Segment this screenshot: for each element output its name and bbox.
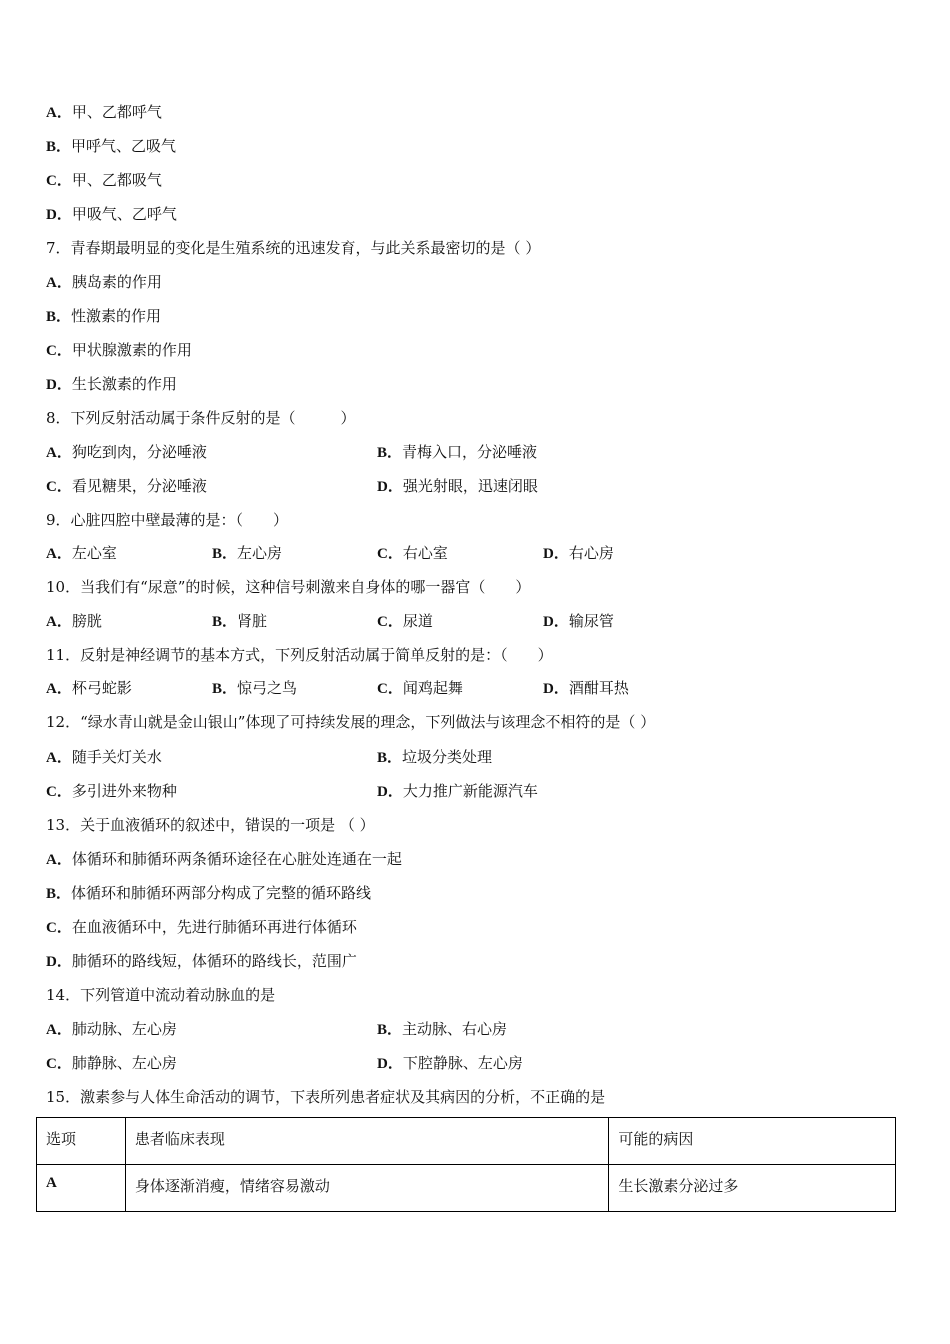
option-text: 垃圾分类处理 (402, 748, 493, 766)
option-label: C． (46, 343, 72, 359)
q12-option-d (377, 781, 538, 802)
option-label: C． (46, 784, 72, 800)
q10-option-c (377, 611, 433, 632)
q11-option-c (377, 678, 463, 699)
table-cell: A (37, 1165, 126, 1212)
q9-option-b (212, 543, 282, 564)
option-label: C． (46, 479, 72, 495)
option-text: 在血液循环中，先进行肺循环再进行体循环 (71, 918, 357, 936)
option-label: C． (46, 173, 72, 189)
option-label: C． (377, 681, 403, 697)
option-text: 多引进外来物种 (71, 782, 177, 800)
option-label: B． (212, 546, 238, 562)
option-text: 生长激素的作用 (71, 375, 177, 393)
q13-stem: 13．关于血液循环的叙述中，错误的一项是 （ ） (46, 816, 375, 834)
option-text: 甲、乙都呼气 (71, 103, 162, 121)
q7-option-a (46, 272, 162, 293)
option-label: D． (377, 1056, 403, 1072)
q6-option-a (46, 102, 162, 123)
option-text: 酒酣耳热 (568, 679, 629, 697)
option-label: B． (212, 614, 238, 630)
option-text: 左心房 (237, 544, 283, 562)
option-text: 尿道 (402, 612, 433, 630)
q13-option-a (46, 849, 402, 870)
option-label: D． (377, 479, 403, 495)
q11-option-b (212, 678, 297, 699)
option-label: C． (377, 546, 403, 562)
option-label: A． (46, 852, 72, 868)
option-label: A． (46, 445, 72, 461)
q11-stem: 11．反射是神经调节的基本方式，下列反射活动属于简单反射的是：（ ） (46, 646, 553, 664)
option-text: 甲状腺激素的作用 (71, 341, 192, 359)
table-cell: 生长激素分泌过多 (609, 1165, 896, 1212)
q7-stem: 7．青春期最明显的变化是生殖系统的迅速发育，与此关系最密切的是（ ） (46, 239, 541, 257)
q9-option-c (377, 543, 448, 564)
option-label: D． (46, 377, 72, 393)
option-text: 体循环和肺循环两条循环途径在心脏处连通在一起 (71, 850, 402, 868)
option-text: 体循环和肺循环两部分构成了完整的循环路线 (71, 884, 372, 902)
q8-option-d (377, 476, 538, 497)
option-text: 随手关灯关水 (71, 748, 162, 766)
option-text: 惊弓之鸟 (237, 679, 298, 697)
option-text: 青梅入口，分泌唾液 (402, 443, 538, 461)
q10-option-d (543, 611, 614, 632)
option-label: B． (377, 445, 403, 461)
option-label: B． (377, 750, 403, 766)
option-label: B． (46, 309, 72, 325)
option-text: 右心房 (568, 544, 614, 562)
q7-option-b (46, 306, 161, 327)
option-text: 下腔静脉、左心房 (402, 1054, 523, 1072)
q11-option-a (46, 678, 132, 699)
option-label: A． (46, 681, 72, 697)
q13-option-b (46, 883, 371, 904)
option-text: 肺循环的路线短，体循环的路线长，范围广 (71, 952, 357, 970)
q7-option-d (46, 374, 177, 395)
option-text: 狗吃到肉，分泌唾液 (71, 443, 207, 461)
option-label: C． (46, 920, 72, 936)
q6-option-d (46, 204, 177, 225)
q10-option-a (46, 611, 102, 632)
option-text: 胰岛素的作用 (71, 273, 162, 291)
option-label: A． (46, 105, 72, 121)
option-text: 左心室 (71, 544, 117, 562)
option-text: 膀胱 (71, 612, 102, 630)
table-cell: 身体逐渐消瘦，情绪容易激动 (125, 1165, 608, 1212)
q7-option-c (46, 340, 192, 361)
option-text: 性激素的作用 (71, 307, 162, 325)
option-text: 甲呼气、乙吸气 (71, 137, 177, 155)
option-text: 甲、乙都吸气 (71, 171, 162, 189)
option-label: C． (46, 1056, 72, 1072)
q13-option-d (46, 951, 357, 972)
q15-stem: 15．激素参与人体生命活动的调节，下表所列患者症状及其病因的分析，不正确的是 (46, 1088, 606, 1106)
q13-option-c (46, 917, 357, 938)
table-header-cell: 选项 (37, 1118, 126, 1165)
option-label: A． (46, 275, 72, 291)
table-header-row (37, 1118, 896, 1165)
option-text: 闻鸡起舞 (402, 679, 463, 697)
option-label: B． (46, 886, 72, 902)
q6-option-b (46, 136, 176, 157)
option-label: C． (377, 614, 403, 630)
q8-option-a (46, 442, 207, 463)
option-label: D． (543, 614, 569, 630)
option-label: A． (46, 546, 72, 562)
option-text: 肺静脉、左心房 (71, 1054, 177, 1072)
q14-option-c (46, 1053, 177, 1074)
q12-option-c (46, 781, 177, 802)
q10-stem: 10．当我们有“尿意”的时候，这种信号刺激来自身体的哪一器官（ ） (46, 578, 531, 596)
q14-option-d (377, 1053, 523, 1074)
q6-option-c (46, 170, 162, 191)
option-label: D． (543, 681, 569, 697)
option-label: D． (377, 784, 403, 800)
option-label: B． (212, 681, 238, 697)
option-text: 右心室 (402, 544, 448, 562)
option-text: 肾脏 (237, 612, 268, 630)
option-label: D． (46, 207, 72, 223)
q11-option-d (543, 678, 629, 699)
q8-option-c (46, 476, 207, 497)
option-label: D． (46, 954, 72, 970)
q14-option-b (377, 1019, 507, 1040)
q12-option-a (46, 747, 162, 768)
q10-option-b (212, 611, 267, 632)
option-text: 强光射眼，迅速闭眼 (402, 477, 538, 495)
q9-option-a (46, 543, 117, 564)
option-label: A． (46, 1022, 72, 1038)
q14-stem: 14．下列管道中流动着动脉血的是 (46, 986, 276, 1004)
q12-stem: 12．“绿水青山就是金山银山”体现了可持续发展的理念，下列做法与该理念不相符的是（ ） (46, 713, 656, 731)
option-label: B． (46, 139, 72, 155)
q8-stem: 8．下列反射活动属于条件反射的是（ ） (46, 409, 356, 427)
q12-option-b (377, 747, 492, 768)
option-label: A． (46, 614, 72, 630)
option-label: B． (377, 1022, 403, 1038)
q9-stem: 9．心脏四腔中壁最薄的是：（ ） (46, 511, 289, 529)
option-text: 杯弓蛇影 (71, 679, 132, 697)
q9-option-d (543, 543, 614, 564)
option-text: 甲吸气、乙呼气 (71, 205, 177, 223)
option-text: 大力推广新能源汽车 (402, 782, 538, 800)
option-text: 肺动脉、左心房 (71, 1020, 177, 1038)
q15-table (36, 1117, 896, 1212)
q14-option-a (46, 1019, 177, 1040)
table-row (37, 1165, 896, 1212)
option-label: A． (46, 750, 72, 766)
option-text: 主动脉、右心房 (402, 1020, 508, 1038)
table-header-cell: 可能的病因 (609, 1118, 896, 1165)
option-text: 看见糖果，分泌唾液 (71, 477, 207, 495)
q8-option-b (377, 442, 537, 463)
option-label: D． (543, 546, 569, 562)
table-header-cell: 患者临床表现 (125, 1118, 608, 1165)
option-text: 输尿管 (568, 612, 614, 630)
